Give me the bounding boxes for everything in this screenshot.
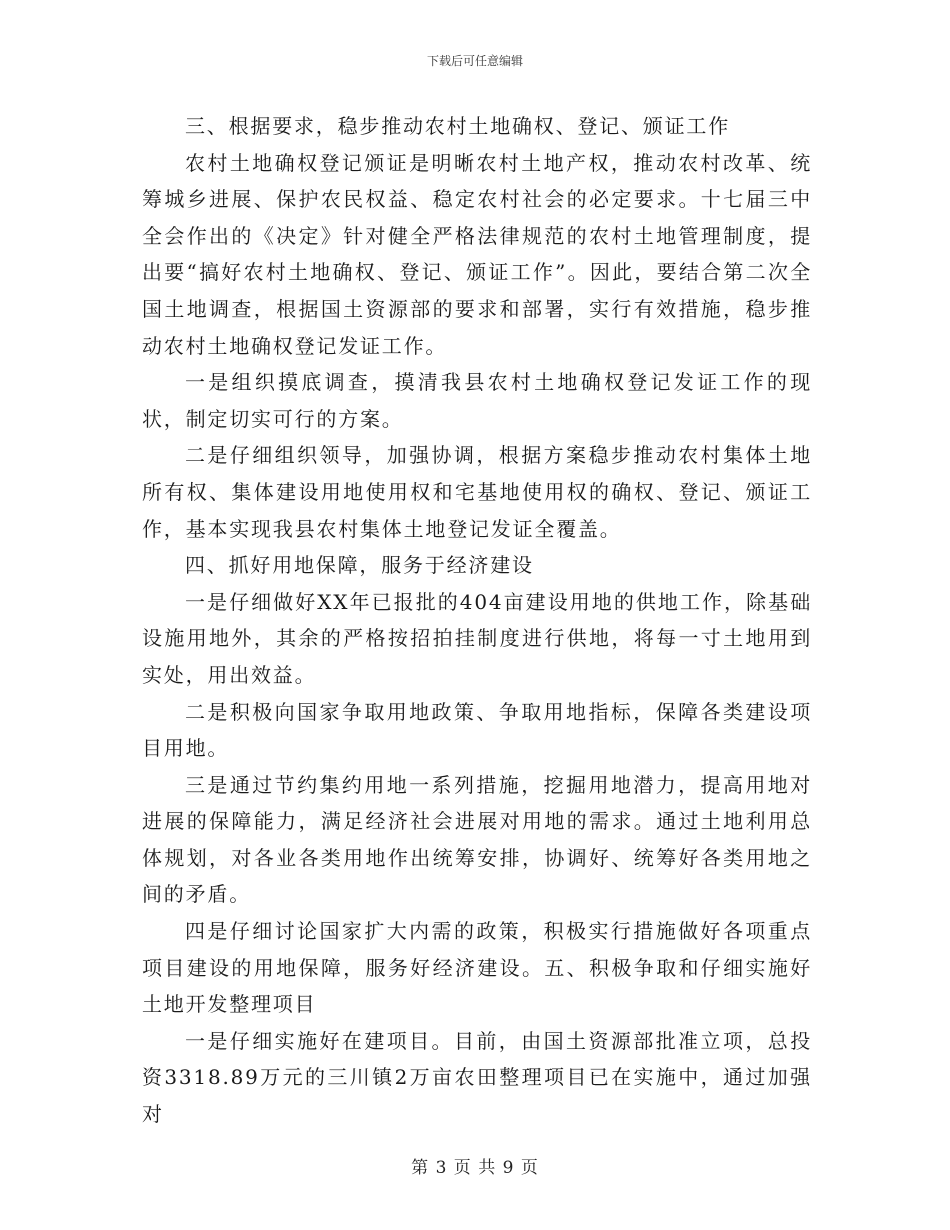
paragraph: 农村土地确权登记颁证是明晰农村土地产权，推动农村改革、统筹城乡进展、保护农民权益、稳定农村社会的必定要求。十七届三中全会作出的《决定》针对健全严格法律规范的农村土地管理制度，提出要“搞好农村土地确权、登记、颁证工作”。因此，要结合第二次全国土地调查，根据国土资源部的要求和部署，实行有效措施，稳步推动农村土地确权登记发证工作。 [142,150,812,358]
paragraph: 一是组织摸底调查，摸清我县农村土地确权登记发证工作的现状，制定切实可行的方案。 [142,370,812,431]
page-header: 下载后可任意编辑 [426,54,523,68]
paragraph: 四是仔细讨论国家扩大内需的政策，积极实行措施做好各项重点项目建设的用地保障，服务好经济建设。五、积极争取和仔细实施好土地开发整理项目 [142,919,812,1017]
paragraph: 一是仔细实施好在建项目。目前，由国土资源部批准立项，总投资3318.89万元的三川镇2万亩农田整理项目已在实施中，通过加强对 [142,1028,812,1127]
section-heading-3: 三、根据要求，稳步推动农村土地确权、登记、颁证工作 [185,114,730,138]
paragraph: 二是仔细组织领导，加强协调，根据方案稳步推动农村集体土地所有权、集体建设用地使用权和宅基地使用权的确权、登记、颁证工作，基本实现我县农村集体土地登记发证全覆盖。 [142,443,812,541]
section-heading-4: 四、抓好用地保障，服务于经济建设 [185,553,534,578]
paragraph: 三是通过节约集约用地一系列措施，挖掘用地潜力，提高用地对进展的保障能力，满足经济社会进展对用地的需求。通过土地利用总体规划，对各业各类用地作出统筹安排，协调好、统筹好各类用地之间的矛盾。 [142,772,812,907]
page-footer: 第 3 页 共 9 页 [411,1158,539,1178]
document-body [142,108,812,1133]
paragraph: 一是仔细做好XX年已报批的404亩建设用地的供地工作，除基础设施用地外，其余的严格按招拍挂制度进行供地，将每一寸土地用到实处，用出效益。 [142,589,812,687]
paragraph: 二是积极向国家争取用地政策、争取用地指标，保障各类建设项目用地。 [142,699,812,761]
